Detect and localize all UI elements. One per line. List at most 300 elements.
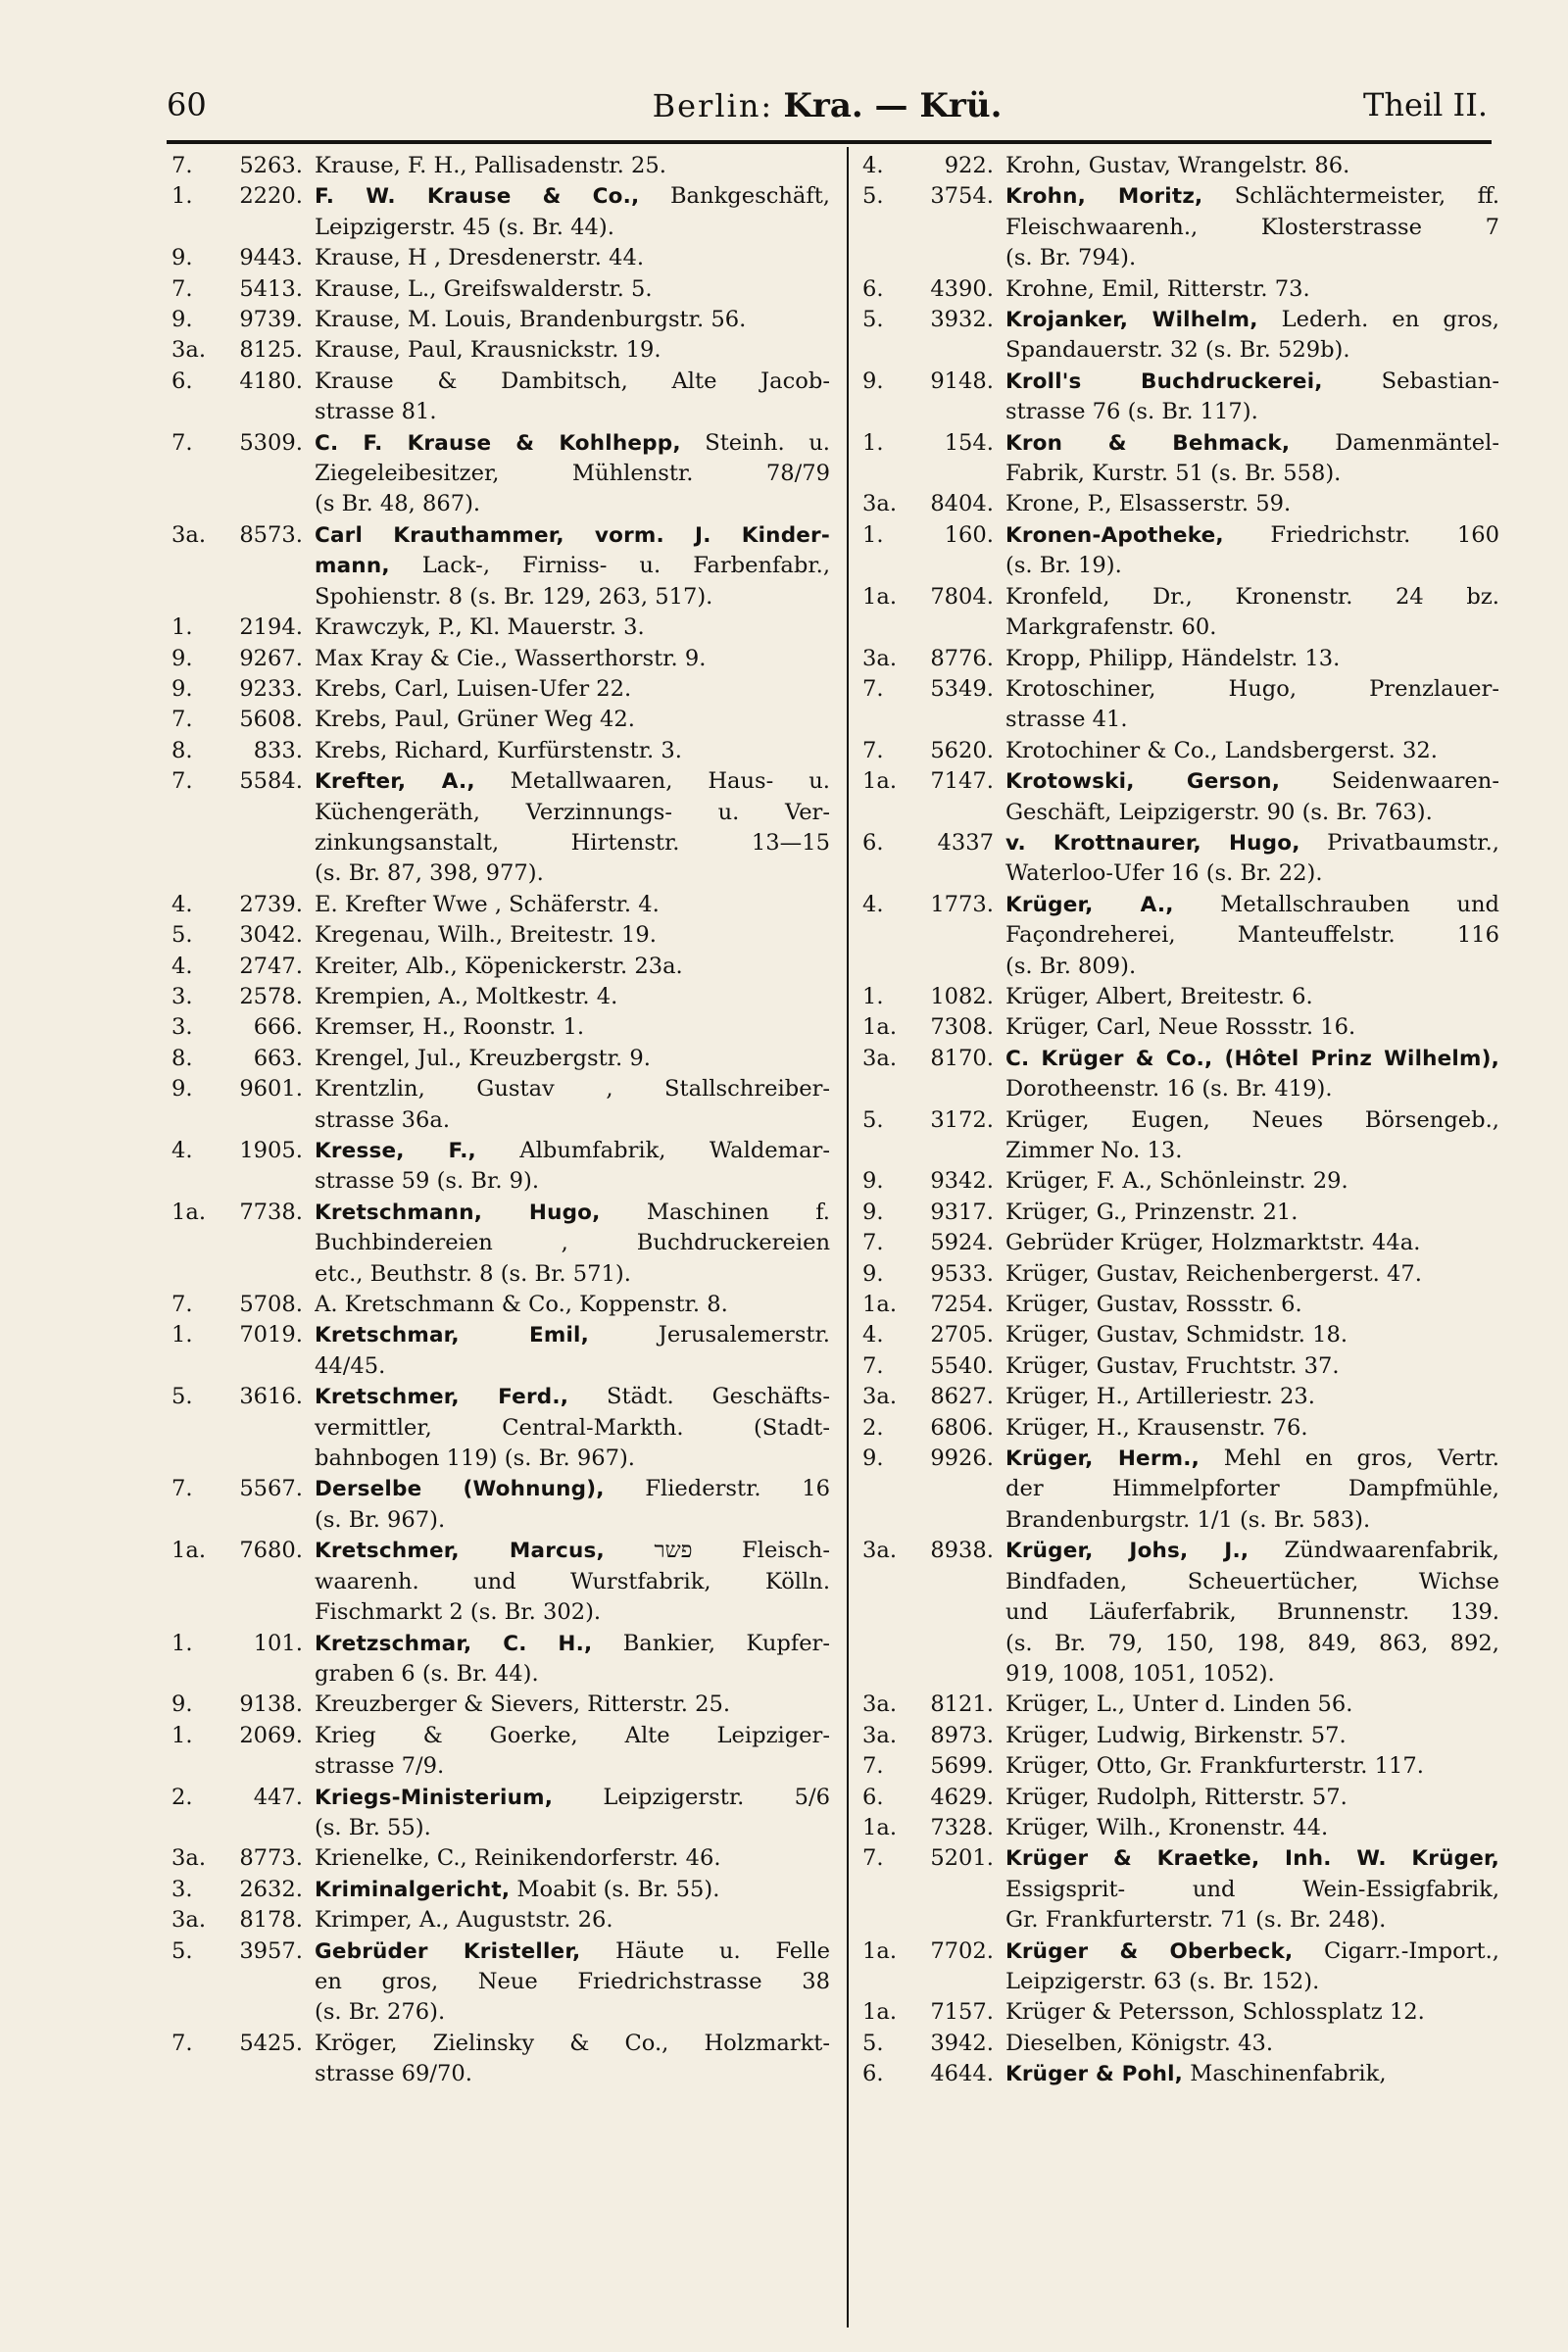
entry-name-bold: Kretzschmar, C. H., <box>315 1631 593 1656</box>
entry-line <box>172 1444 830 1474</box>
entry-text: 919, 1008, 1051, 1052). <box>1005 1660 1275 1687</box>
telephone-number: 8121. <box>930 1691 994 1718</box>
district-number: 1. <box>862 983 884 1009</box>
directory-entry <box>862 2029 1499 2059</box>
entry-text: Krüger, Wilh., Kronenstr. 44. <box>1005 1814 1329 1840</box>
telephone-number: 5708. <box>239 1292 303 1318</box>
entry-name-bold: Kroll's Buchdruckerei, <box>1005 368 1323 394</box>
entry-text: Krebs, Richard, Kurfürstenstr. 3. <box>315 737 682 763</box>
entry-line <box>862 1875 1499 1905</box>
district-number: 9. <box>172 1691 193 1718</box>
directory-entry <box>862 644 1499 674</box>
telephone-number: 7680. <box>239 1538 303 1564</box>
entry-line <box>315 1320 830 1350</box>
district-number: 3a. <box>172 521 207 548</box>
district-number: 5. <box>172 922 193 949</box>
entry-line <box>315 1474 830 1504</box>
entry-line <box>1005 1044 1499 1074</box>
telephone-number: 3616. <box>239 1384 303 1410</box>
entry-text: Fabrik, Kurstr. 51 (s. Br. 558). <box>1005 461 1342 487</box>
entry-text: Mehl en gros, Vertr. <box>1199 1446 1499 1472</box>
directory-entry <box>862 1843 1499 1936</box>
telephone-number: 101. <box>253 1630 303 1656</box>
entry-text: (s. Br. 276). <box>315 1999 446 2026</box>
telephone-number: 8125. <box>239 337 303 364</box>
directory-entry <box>172 1474 830 1536</box>
entry-text: Buchbindereien , Buchdruckereien <box>315 1230 830 1256</box>
telephone-number: 5349. <box>930 675 994 702</box>
directory-entry <box>862 428 1499 490</box>
district-number: 9. <box>172 675 193 702</box>
entry-line <box>172 1597 830 1628</box>
entry-text: Fliederstr. 16 <box>604 1476 830 1502</box>
entry-line <box>172 798 830 828</box>
telephone-number: 2194. <box>239 614 303 641</box>
telephone-number: 2632. <box>239 1876 303 1902</box>
directory-entry <box>862 1044 1499 1105</box>
entry-line <box>172 397 830 427</box>
entry-line <box>1005 890 1499 920</box>
entry-line <box>315 2029 830 2059</box>
page-header <box>167 80 1488 133</box>
district-number: 9. <box>172 245 193 271</box>
entry-text: Krotoschiner, Hugo, Prenzlauer- <box>1005 675 1499 702</box>
entry-text: Häute u. Felle <box>580 1937 830 1964</box>
telephone-number: 4644. <box>930 2061 994 2087</box>
telephone-number: 5413. <box>239 275 303 302</box>
entry-line <box>1005 2029 1499 2059</box>
entry-line <box>315 920 830 951</box>
entry-line <box>1005 982 1499 1012</box>
entry-text: Krüger & Petersson, Schlossplatz 12. <box>1005 1999 1425 2026</box>
entry-line <box>1005 736 1499 766</box>
entry-line <box>1005 428 1499 459</box>
entry-text: Krause, F. H., Pallisadenstr. 25. <box>315 153 666 178</box>
directory-entry <box>862 982 1499 1012</box>
entry-line <box>315 1905 830 1936</box>
entry-line <box>172 1259 830 1290</box>
directory-entry <box>172 335 830 366</box>
directory-entry <box>172 151 830 181</box>
entry-text: waarenh. und Wurstfabrik, Kölln. <box>315 1568 830 1594</box>
directory-entry <box>172 1320 830 1382</box>
district-number: 4. <box>172 1138 193 1163</box>
entry-line <box>1005 582 1499 612</box>
district-number: 1a. <box>172 1538 207 1564</box>
telephone-number: 7308. <box>930 1014 994 1041</box>
entry-line <box>1005 1721 1499 1751</box>
entry-line <box>315 335 830 366</box>
entry-text: Krüger, H., Artilleriestr. 23. <box>1005 1384 1315 1410</box>
telephone-number: 8973. <box>930 1722 994 1748</box>
entry-line <box>315 1843 830 1874</box>
entry-text: (s Br. 48, 867). <box>315 491 481 517</box>
entry-text: Leipzigerstr. 63 (s. Br. 152). <box>1005 1968 1320 1994</box>
telephone-number: 5540. <box>930 1352 994 1379</box>
telephone-number: 3042. <box>239 922 303 949</box>
entry-text: strasse 59 (s. Br. 9). <box>315 1168 540 1195</box>
district-number: 3a. <box>862 645 898 671</box>
entry-line <box>1005 2059 1499 2089</box>
entry-name-bold: Krüger & Pohl, <box>1005 2062 1184 2087</box>
entry-line <box>1005 520 1499 551</box>
telephone-number: 1905. <box>239 1138 303 1163</box>
telephone-number: 5309. <box>239 429 303 456</box>
telephone-number: 7254. <box>930 1292 994 1318</box>
entry-text: Krawczyk, P., Kl. Mauerstr. 3. <box>315 614 645 641</box>
entry-text: Kregenau, Wilh., Breitestr. 19. <box>315 922 657 949</box>
entry-line <box>1005 305 1499 335</box>
entry-text: (s. Br. 794). <box>1005 245 1137 271</box>
entry-line <box>172 459 830 489</box>
district-number: 9. <box>862 1168 884 1195</box>
entry-name-bold: Kronen-Apotheke, <box>1005 522 1224 548</box>
telephone-number: 7738. <box>239 1199 303 1225</box>
directory-entry <box>172 274 830 305</box>
directory-entry <box>172 920 830 951</box>
entry-line <box>172 828 830 858</box>
entry-line <box>315 1690 830 1720</box>
district-number: 1a. <box>862 1937 898 1964</box>
directory-entry <box>172 952 830 982</box>
entry-text: Bindfaden, Scheuertücher, Wichse <box>1005 1568 1499 1594</box>
directory-entry <box>862 520 1499 582</box>
entry-name-bold: C. Krüger & Co., (Hôtel Prinz Wilhelm), <box>1005 1046 1499 1071</box>
entry-text: bahnbogen 119) (s. Br. 967). <box>315 1446 635 1472</box>
district-number: 1. <box>862 429 884 456</box>
district-number: 7. <box>862 1753 884 1780</box>
entry-text: Krienelke, C., Reinikendorferstr. 46. <box>315 1845 721 1872</box>
district-number: 5. <box>862 2030 884 2056</box>
telephone-number: 9148. <box>930 368 994 394</box>
directory-entry <box>172 1012 830 1043</box>
entry-name-bold: C. F. Krause & Kohlhepp, <box>315 430 681 456</box>
entry-text: und Läuferfabrik, Brunnenstr. 139. <box>1005 1599 1499 1626</box>
district-number: 1. <box>172 1630 193 1656</box>
entry-text: Markgrafenstr. 60. <box>1005 614 1217 641</box>
entry-text: Friedrichstr. 160 <box>1223 521 1499 548</box>
directory-entry <box>862 1413 1499 1444</box>
entry-line <box>315 644 830 674</box>
entry-text: Façondreherei, Manteuffelstr. 116 <box>1005 922 1499 949</box>
district-number: 8. <box>172 1045 193 1071</box>
entry-text: (s. Br. 19). <box>1005 553 1122 579</box>
entry-line <box>172 1413 830 1444</box>
district-number: 6. <box>172 368 193 394</box>
entry-line <box>1005 1413 1499 1444</box>
entry-text: Kreuzberger & Sievers, Ritterstr. 25. <box>315 1691 731 1718</box>
district-number: 1a. <box>172 1199 207 1225</box>
telephone-number: 4629. <box>930 1784 994 1810</box>
telephone-number: 8178. <box>239 1907 303 1934</box>
directory-entry <box>172 367 830 428</box>
district-number: 1a. <box>862 1292 898 1318</box>
telephone-number: 5584. <box>239 768 303 795</box>
district-number: 7. <box>172 2030 193 2056</box>
district-number: 7. <box>172 768 193 795</box>
district-number: 6. <box>862 829 884 856</box>
entry-text: (s. Br. 967). <box>315 1506 446 1533</box>
entry-text: Dorotheenstr. 16 (s. Br. 419). <box>1005 1076 1333 1102</box>
directory-entry <box>862 1382 1499 1412</box>
district-number: 9. <box>862 368 884 394</box>
directory-entry <box>172 644 830 674</box>
entry-name-bold: Kriegs-Ministerium, <box>315 1785 554 1810</box>
district-number: 7. <box>862 737 884 763</box>
entry-text: Zimmer No. 13. <box>1005 1138 1183 1163</box>
entry-text: Krüger, Rudolph, Ritterstr. 57. <box>1005 1784 1348 1810</box>
entry-text: 44/45. <box>315 1352 386 1379</box>
header-range: Kra. — Krü. <box>783 86 1003 125</box>
entry-line <box>315 151 830 181</box>
entry-text: A. Kretschmann & Co., Koppenstr. 8. <box>315 1292 728 1318</box>
entry-text: Krause, L., Greifswalderstr. 5. <box>315 275 653 302</box>
telephone-number: 1082. <box>930 983 994 1009</box>
entry-text: Krüger, Gustav, Rossstr. 6. <box>1005 1292 1302 1318</box>
district-number: 2. <box>862 1414 884 1441</box>
district-number: 5. <box>172 1384 193 1410</box>
entry-text: strasse 36a. <box>315 1106 451 1133</box>
directory-entry <box>862 274 1499 305</box>
entry-text: Metallschrauben und <box>1173 891 1499 917</box>
telephone-number: 160. <box>944 521 994 548</box>
directory-entry <box>862 181 1499 273</box>
entry-line <box>1005 1997 1499 2028</box>
directory-entry <box>172 612 830 643</box>
district-number: 3a. <box>862 491 898 517</box>
entry-line <box>172 1997 830 2028</box>
entry-line <box>1005 1536 1499 1566</box>
telephone-number: 8773. <box>239 1845 303 1872</box>
district-number: 5. <box>862 183 884 210</box>
telephone-number: 3172. <box>930 1106 994 1133</box>
telephone-number: 663. <box>253 1045 303 1071</box>
telephone-number: 5425. <box>239 2030 303 2056</box>
entry-line <box>315 766 830 797</box>
directory-entry <box>172 1382 830 1474</box>
directory-entry <box>862 489 1499 519</box>
telephone-number: 7019. <box>239 1322 303 1348</box>
telephone-number: 4390. <box>930 275 994 302</box>
district-number: 5. <box>862 307 884 333</box>
telephone-number: 9601. <box>239 1076 303 1102</box>
entry-line <box>315 274 830 305</box>
telephone-number: 5620. <box>930 737 994 763</box>
entry-text: E. Krefter Wwe , Schäferstr. 4. <box>315 891 660 917</box>
entry-text: Städt. Geschäfts- <box>568 1384 830 1410</box>
entry-name-bold: Kretschmar, Emil, <box>315 1323 589 1348</box>
directory-entry <box>862 305 1499 367</box>
directory-entry <box>172 1074 830 1136</box>
entry-text: Krohn, Gustav, Wrangelstr. 86. <box>1005 153 1350 178</box>
telephone-number: 9533. <box>930 1260 994 1287</box>
district-number: 6. <box>862 2061 884 2087</box>
entry-text: (s. Br. 87, 398, 977). <box>315 860 544 887</box>
district-number: 1. <box>862 521 884 548</box>
entry-line <box>172 858 830 889</box>
entry-text: Gebrüder Krüger, Holzmarktstr. 44a. <box>1005 1230 1421 1256</box>
directory-entry <box>172 1690 830 1720</box>
telephone-number: 5567. <box>239 1476 303 1502</box>
telephone-number: 3957. <box>239 1937 303 1964</box>
telephone-number: 666. <box>253 1014 303 1041</box>
entry-text: graben 6 (s. Br. 44). <box>315 1660 539 1687</box>
directory-entry <box>862 582 1499 644</box>
entry-text: Krüger, Ludwig, Birkenstr. 57. <box>1005 1722 1347 1748</box>
entry-line <box>862 612 1499 643</box>
entry-line <box>315 1936 830 1967</box>
district-number: 3a. <box>862 1045 898 1071</box>
directory-entry <box>862 1536 1499 1690</box>
entry-line <box>315 305 830 335</box>
right-column <box>862 151 1499 2327</box>
entry-name-bold: v. Krottnaurer, Hugo, <box>1005 830 1300 856</box>
entry-text: Krüger, G., Prinzenstr. 21. <box>1005 1199 1298 1225</box>
entry-name-bold: Krefter, A., <box>315 769 475 795</box>
entry-text: Krieg & Goerke, Alte Leipziger- <box>315 1722 830 1748</box>
entry-text: Krüger, Eugen, Neues Börsengeb., <box>1005 1106 1499 1133</box>
entry-line <box>862 798 1499 828</box>
entry-line <box>1005 1936 1499 1967</box>
entry-name-bold: Kresse, F., <box>315 1139 476 1163</box>
telephone-number: 2069. <box>239 1722 303 1748</box>
entry-text: Ziegeleibesitzer, Mühlenstr. 78/79 <box>315 461 830 487</box>
telephone-number: 3942. <box>930 2030 994 2056</box>
entry-text: Essigsprit- und Wein-Essigfabrik, <box>1005 1876 1499 1902</box>
entry-line <box>862 459 1499 489</box>
telephone-number: 9342. <box>930 1168 994 1195</box>
district-number: 3a. <box>172 1907 207 1934</box>
entry-line <box>862 397 1499 427</box>
telephone-number: 9926. <box>930 1446 994 1472</box>
district-number: 6. <box>862 275 884 302</box>
entry-text: etc., Beuthstr. 8 (s. Br. 571). <box>315 1260 631 1287</box>
entry-line <box>1005 1783 1499 1813</box>
entry-text: strasse 69/70. <box>315 2061 472 2087</box>
entry-name-bold: F. W. Krause & Co., <box>315 184 640 210</box>
entry-line <box>1005 1105 1499 1136</box>
entry-name-bold: Kretschmer, Ferd., <box>315 1385 569 1410</box>
directory-entry <box>172 305 830 335</box>
entry-text: Spandauerstr. 32 (s. Br. 529b). <box>1005 337 1350 364</box>
district-number: 7. <box>172 153 193 178</box>
entry-name-bold: Krohn, Moritz, <box>1005 184 1203 210</box>
entry-line <box>315 1536 830 1566</box>
entry-line <box>172 1105 830 1136</box>
entry-line <box>1005 1351 1499 1382</box>
district-number: 9. <box>172 645 193 671</box>
entry-line <box>172 582 830 612</box>
entry-text: Damenmäntel- <box>1290 429 1499 456</box>
entry-text: Krengel, Jul., Kreuzbergstr. 9. <box>315 1045 651 1071</box>
directory-entry <box>172 2029 830 2090</box>
directory-entry <box>862 1721 1499 1751</box>
directory-entry <box>172 428 830 520</box>
entry-line <box>862 243 1499 273</box>
entry-text: Lack-, Firniss- u. Farbenfabr., <box>389 553 830 579</box>
entry-text: strasse 41. <box>1005 707 1128 733</box>
entry-line <box>315 736 830 766</box>
telephone-number: 7804. <box>930 583 994 610</box>
entry-text: Krimper, A., Auguststr. 26. <box>315 1907 613 1934</box>
entry-line <box>315 1136 830 1166</box>
entry-line <box>172 2059 830 2089</box>
entry-line <box>172 1813 830 1843</box>
entry-text: Kreiter, Alb., Köpenickerstr. 23a. <box>315 953 683 979</box>
entry-line <box>315 1074 830 1104</box>
district-number: 7. <box>172 707 193 733</box>
entry-line <box>315 1198 830 1228</box>
running-title <box>167 86 1488 125</box>
entry-line <box>315 1012 830 1043</box>
entry-name-bold: Krojanker, Wilhelm, <box>1005 308 1258 333</box>
entry-text: Krause, Paul, Krausnickstr. 19. <box>315 337 662 364</box>
entry-name-bold: Krüger & Oberbeck, <box>1005 1938 1294 1964</box>
entry-text: Privatbaumstr., <box>1299 829 1499 856</box>
entry-line <box>315 705 830 735</box>
directory-entry <box>172 1044 830 1074</box>
entry-line <box>1005 1751 1499 1782</box>
entry-line <box>1005 489 1499 519</box>
directory-entry <box>862 151 1499 181</box>
district-number: 7. <box>172 1292 193 1318</box>
entry-name-bold: Kriminalgericht, <box>315 1877 511 1902</box>
district-number: 8. <box>172 737 193 763</box>
entry-text: Brandenburgstr. 1/1 (s. Br. 583). <box>1005 1506 1371 1533</box>
entry-line <box>315 181 830 212</box>
entry-line <box>172 1967 830 1997</box>
district-number: 4. <box>862 1322 884 1348</box>
entry-line <box>862 1505 1499 1536</box>
entry-text: פשר Fleisch- <box>604 1538 830 1564</box>
entry-name-bold: Kretschmann, Hugo, <box>315 1200 601 1225</box>
telephone-number: 5263. <box>239 153 303 178</box>
entry-text: Krause & Dambitsch, Alte Jacob- <box>315 368 830 394</box>
entry-text: Krüger, Gustav, Reichenbergerst. 47. <box>1005 1260 1422 1287</box>
entry-text: Max Kray & Cie., Wasserthorstr. 9. <box>315 645 707 671</box>
directory-entry <box>862 828 1499 890</box>
directory-entry <box>862 674 1499 736</box>
district-number: 3. <box>172 1014 193 1041</box>
entry-text: Zündwaarenfabrik, <box>1249 1538 1499 1564</box>
telephone-number: 3932. <box>930 307 994 333</box>
telephone-number: 2739. <box>239 891 303 917</box>
entry-line <box>172 1505 830 1536</box>
entry-name-bold: Krotowski, Gerson, <box>1005 769 1281 795</box>
directory-entry <box>172 982 830 1012</box>
directory-entry <box>862 1690 1499 1720</box>
district-number: 9. <box>862 1260 884 1287</box>
entry-line <box>1005 1843 1499 1874</box>
telephone-number: 7147. <box>930 768 994 795</box>
directory-entry <box>862 766 1499 828</box>
entry-line <box>315 612 830 643</box>
entry-line <box>862 1659 1499 1690</box>
telephone-number: 4337 <box>937 829 994 856</box>
directory-entry <box>172 1936 830 2029</box>
entry-text: Leipzigerstr. 45 (s. Br. 44). <box>315 214 614 240</box>
entry-line <box>862 952 1499 982</box>
entry-text: (s. Br. 55). <box>315 1814 431 1840</box>
district-number: 7. <box>862 1230 884 1256</box>
entry-text: Albumfabrik, Waldemar- <box>475 1138 830 1163</box>
directory-entry <box>172 520 830 612</box>
district-number: 7. <box>862 675 884 702</box>
entry-text: Geschäft, Leipzigerstr. 90 (s. Br. 763). <box>1005 799 1433 825</box>
district-number: 1. <box>172 614 193 641</box>
entry-line <box>862 1597 1499 1628</box>
directory-entry <box>172 674 830 705</box>
